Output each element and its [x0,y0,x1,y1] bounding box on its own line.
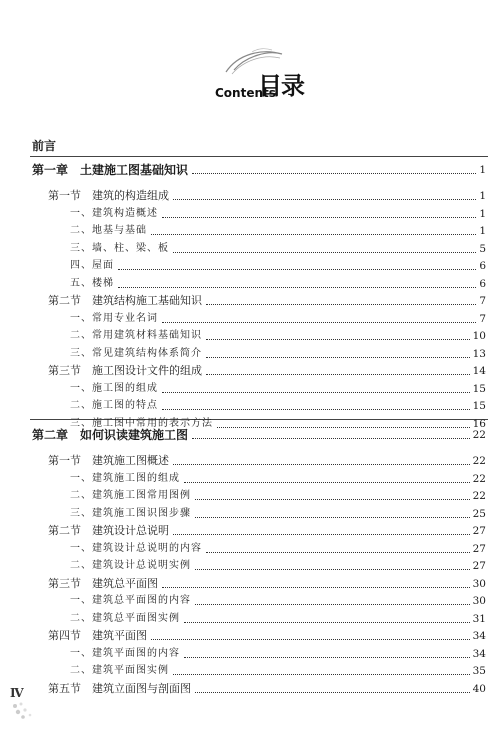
dot-leader [118,286,476,288]
toc-entry-label: 第二章 如何识读建筑施工图 [32,428,189,442]
dot-leader [184,656,470,658]
toc-item[interactable] [70,610,486,626]
dot-leader [162,216,476,218]
toc-section[interactable] [48,627,486,643]
toc-entry-label: 五、楼梯 [70,277,114,289]
toc-section[interactable] [48,452,486,468]
toc-entry-page: 13 [472,347,486,360]
toc-entry-page: 5 [479,242,486,255]
dot-leader [173,673,470,675]
toc-entry-label: 一、建筑施工图的组成 [70,472,180,484]
toc-entry-page: 22 [472,455,486,467]
toc-section[interactable] [48,575,486,591]
dot-leader [206,373,470,375]
dot-ornament-icon [10,700,40,722]
toc-entry-page: 40 [472,682,486,695]
toc-entry-label: 第二节 建筑设计总说明 [48,524,169,537]
toc-item[interactable] [70,310,486,326]
toc-entry-label: 二、建筑设计总说明实例 [70,560,191,571]
toc-item[interactable] [70,257,486,273]
dot-leader [162,586,470,588]
dot-leader [151,233,476,235]
toc-entry-page: 10 [472,330,486,342]
toc-entry-page: 6 [479,260,486,272]
toc-entry-label: 第四节 建筑平面图 [48,629,147,642]
dot-leader [206,551,470,553]
toc-entry-page: 15 [472,400,486,412]
toc-item[interactable] [70,662,486,678]
toc-section[interactable] [48,362,486,378]
toc-section[interactable] [48,680,486,696]
toc-entry-page: 7 [479,295,486,307]
toc-item[interactable] [70,470,486,486]
toc-entry-page: 27 [472,560,486,572]
toc-entry-page: 6 [479,277,486,290]
toc-item[interactable] [70,345,486,361]
toc-item[interactable] [70,487,486,503]
preface-heading[interactable]: 前言 [32,139,57,153]
toc-entry-label: 二、施工图的特点 [70,400,158,411]
toc-entry-label: 一、常用专业名词 [70,312,158,324]
toc-section[interactable] [48,522,486,538]
chapter-divider [30,156,488,157]
toc-entry-label: 一、建筑平面图的内容 [70,647,180,659]
contents-title-cn: 目录 [258,72,304,100]
toc-entry-label: 三、墙、柱、梁、板 [70,242,169,254]
toc-entry-label: 一、建筑总平面图的内容 [70,595,191,606]
dot-leader [206,303,476,305]
toc-entry-label: 四、屋面 [70,260,114,271]
toc-entry-page: 27 [472,525,486,537]
dot-leader [173,198,476,200]
toc-entry-label: 第一章 土建施工图基础知识 [32,163,189,177]
dot-leader [195,691,470,693]
toc-entry-label: 第二节 建筑结构施工基础知识 [48,294,202,307]
toc-entry-page: 31 [472,612,486,625]
toc-item[interactable] [70,222,486,238]
page-number: Ⅳ [10,686,24,700]
toc-entry-label: 二、建筑平面图实例 [70,665,169,676]
toc-entry-page: 34 [472,647,486,660]
toc-entry-page: 16 [472,417,486,430]
dot-leader [195,568,470,570]
toc-entry-page: 25 [472,507,486,520]
toc-entry-page: 27 [472,542,486,555]
toc-entry-page: 22 [472,490,486,502]
dot-leader [195,516,470,518]
toc-entry-label: 第三节 建筑总平面图 [48,576,158,590]
toc-item[interactable] [70,397,486,413]
dot-leader [184,621,470,623]
toc-entry-page: 30 [472,577,486,590]
toc-entry-page: 15 [472,382,486,395]
dot-leader [162,321,476,323]
dot-leader [206,338,470,340]
toc-entry-label: 二、建筑施工图常用图例 [70,490,191,501]
dot-leader [192,437,470,439]
dot-leader [162,391,470,393]
toc-item[interactable] [70,505,486,521]
toc-entry-label: 一、建筑构造概述 [70,207,158,219]
toc-chapter[interactable] [32,161,486,177]
toc-entry-label: 二、建筑总平面图实例 [70,612,180,624]
toc-chapter[interactable] [32,426,486,442]
toc-item[interactable] [70,205,486,221]
toc-entry-page: 14 [472,365,486,377]
toc-entry-label: 第一节 建筑施工图概述 [48,454,169,467]
toc-entry-label: 第三节 施工图设计文件的组成 [48,364,202,377]
dot-leader [173,251,476,253]
contents-header [0,0,500,110]
toc-entry-label: 一、建筑设计总说明的内容 [70,542,202,554]
toc-entry-label: 一、施工图的组成 [70,382,158,394]
toc-entry-label: 三、建筑施工图识图步骤 [70,507,191,519]
toc-item[interactable] [70,557,486,573]
toc-item[interactable] [70,275,486,291]
dot-leader [195,603,470,605]
toc-entry-page: 35 [472,665,486,677]
dot-leader [162,408,470,410]
dot-leader [173,533,470,535]
toc-item[interactable] [70,240,486,256]
dot-leader [118,268,476,270]
toc-entry-page: 34 [472,630,486,642]
dot-leader [173,463,470,465]
toc-item[interactable] [70,327,486,343]
toc-entry-label: 二、常用建筑材料基础知识 [70,330,202,341]
dot-leader [184,481,470,483]
toc-item[interactable] [70,380,486,396]
toc-item[interactable] [70,540,486,556]
toc-entry-page: 22 [472,429,486,441]
toc-entry-label: 二、地基与基础 [70,225,147,236]
toc-entry-page: 1 [479,225,486,237]
dot-leader [151,638,470,640]
toc-entry-page: 1 [479,164,486,176]
toc-section[interactable] [48,292,486,308]
toc-entry-page: 30 [472,595,486,607]
dot-leader [195,498,470,500]
toc-entry-label: 三、施工图中常用的表示方法 [70,417,213,429]
toc-entry-page: 1 [479,207,486,220]
toc-entry-label: 三、常见建筑结构体系简介 [70,347,202,359]
dot-leader [192,172,476,174]
contents-title-en: Contents [215,86,276,100]
toc-item[interactable] [70,592,486,608]
toc-entry-page: 7 [479,312,486,325]
toc-item[interactable] [70,645,486,661]
toc-entry-page: 1 [479,190,486,202]
toc-entry-label: 第一节 建筑的构造组成 [48,189,169,202]
toc-entry-page: 22 [472,472,486,485]
dot-leader [206,356,470,358]
toc-entry-label: 第五节 建筑立面图与剖面图 [48,681,191,695]
toc-section[interactable] [48,187,486,203]
